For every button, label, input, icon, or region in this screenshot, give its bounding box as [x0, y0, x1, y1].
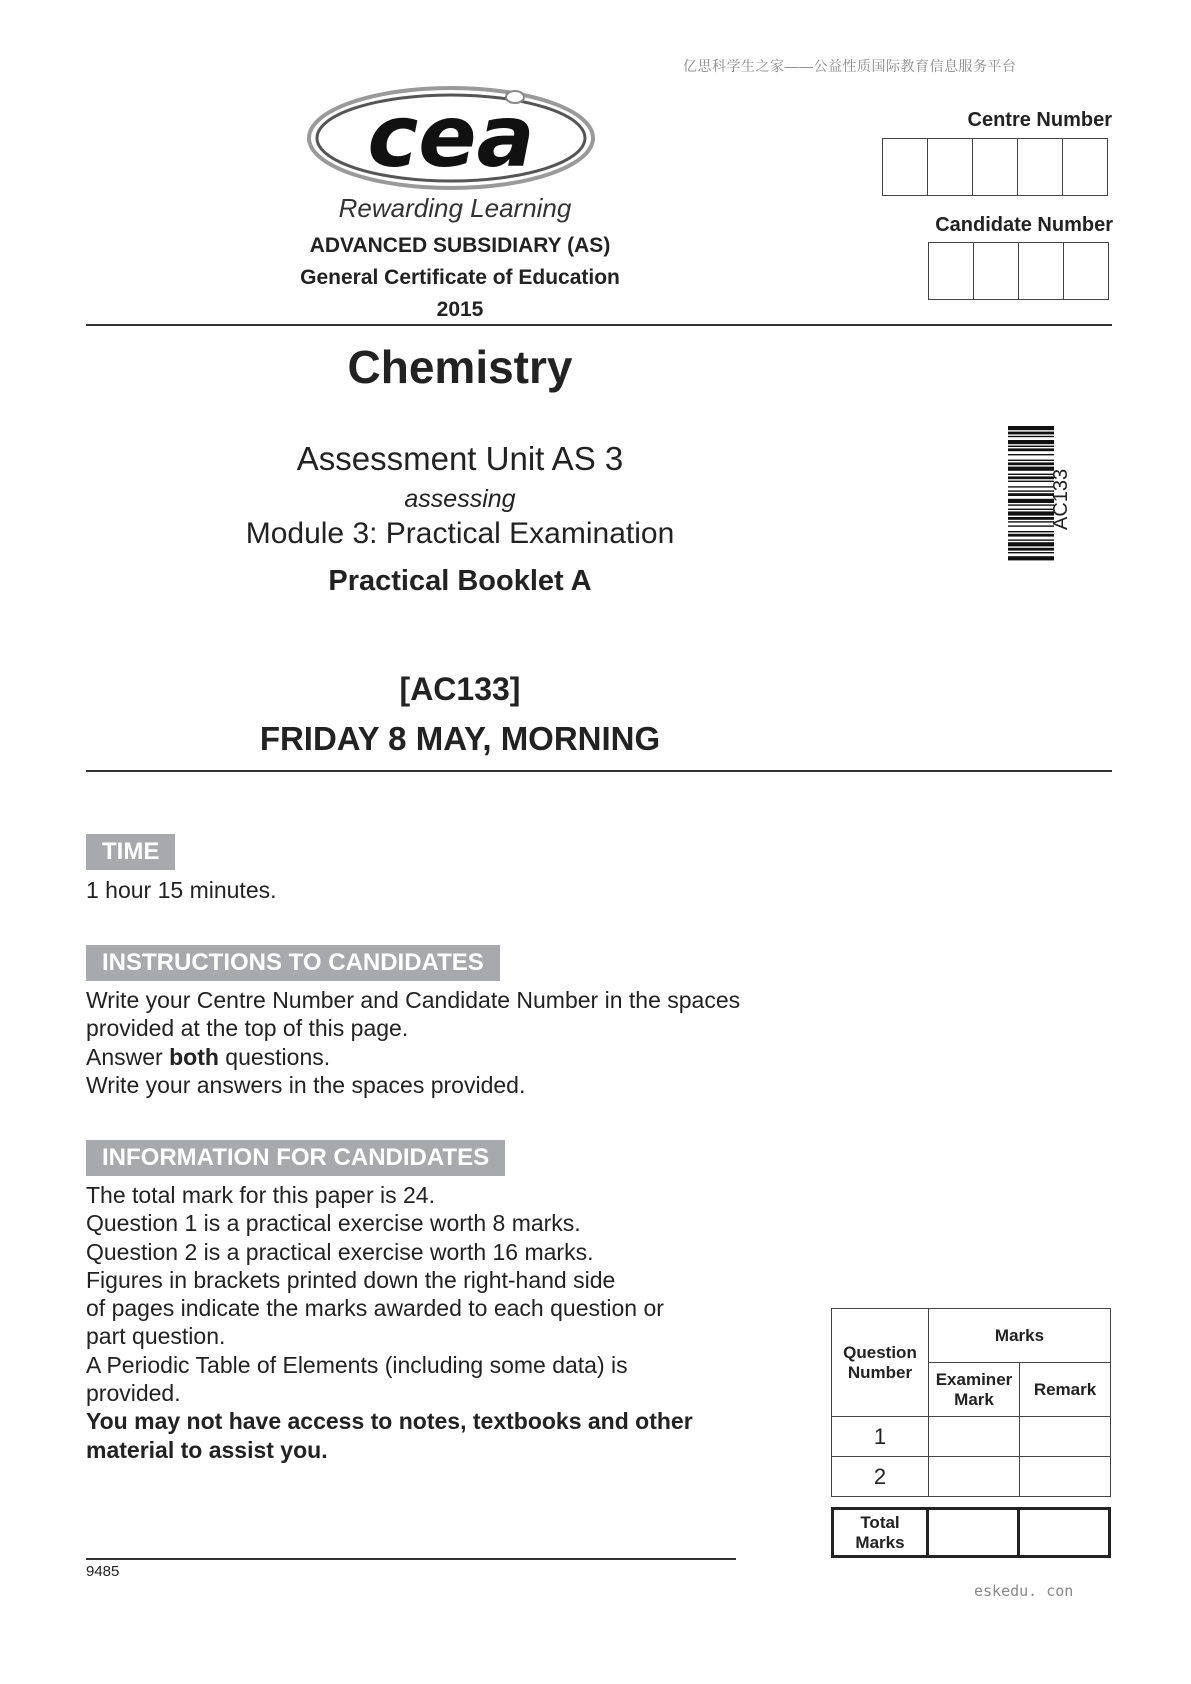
- candidate-number-box[interactable]: [1019, 243, 1064, 299]
- total-examiner-cell[interactable]: [928, 1509, 1019, 1557]
- question-number-cell: 1: [832, 1417, 929, 1457]
- watermark-top: 亿思科学生之家——公益性质国际教育信息服务平台: [683, 58, 1017, 74]
- watermark-bottom: eskedu. con: [974, 1582, 1074, 1600]
- remark-header: Remark: [1020, 1363, 1111, 1417]
- remark-cell[interactable]: [1020, 1417, 1111, 1457]
- logo-tagline: Rewarding Learning: [338, 193, 572, 223]
- question-number-cell: 2: [832, 1457, 929, 1497]
- marks-header: Marks: [929, 1309, 1111, 1363]
- time-heading: TIME: [86, 834, 175, 870]
- centre-number-label: Centre Number: [967, 109, 1112, 131]
- assessment-unit: Assessment Unit AS 3: [296, 440, 624, 477]
- time-text: 1 hour 15 minutes.: [86, 877, 277, 903]
- information-line: A Periodic Table of Elements (including some data) is: [86, 1351, 628, 1378]
- examiner-mark-cell[interactable]: [929, 1457, 1020, 1497]
- examiner-mark-header: Examiner Mark: [929, 1363, 1020, 1417]
- centre-number-boxes[interactable]: [882, 138, 1108, 196]
- information-line: Question 1 is a practical exercise worth 8 marks.: [86, 1210, 581, 1237]
- divider-middle: [86, 770, 1112, 772]
- information-line: part question.: [86, 1323, 226, 1350]
- candidate-number-box[interactable]: [974, 243, 1019, 299]
- instructions-line: provided at the top of this page.: [86, 1015, 409, 1042]
- instructions-answer-pre: Answer: [86, 1043, 170, 1070]
- footer-code: 9485: [86, 1563, 120, 1580]
- information-line: provided.: [86, 1380, 181, 1407]
- booklet-title: Practical Booklet A: [328, 565, 592, 597]
- divider-top: [86, 324, 1112, 326]
- qualification: ADVANCED SUBSIDIARY (AS): [309, 234, 611, 257]
- centre-number-box[interactable]: [883, 139, 928, 195]
- paper-code: [AC133]: [399, 671, 521, 707]
- barcode: [1008, 426, 1054, 673]
- instructions-text: [86, 986, 806, 1099]
- information-line: Figures in brackets printed down the right-hand side: [86, 1266, 616, 1293]
- centre-number-box[interactable]: [1063, 139, 1107, 195]
- certificate: General Certificate of Education: [300, 266, 620, 289]
- svg-text:cea: cea: [367, 87, 535, 187]
- total-marks-label: Total Marks: [833, 1509, 928, 1557]
- total-remark-cell[interactable]: [1019, 1509, 1110, 1557]
- total-marks-table: [831, 1507, 1111, 1558]
- information-line: The total mark for this paper is 24.: [86, 1182, 435, 1208]
- subject-title: Chemistry: [347, 341, 573, 393]
- instructions-heading: INSTRUCTIONS TO CANDIDATES: [86, 945, 500, 981]
- information-text: [86, 1181, 806, 1464]
- exam-year: 2015: [436, 298, 484, 321]
- instructions-line: [86, 1043, 806, 1071]
- cea-logo: [305, 84, 597, 192]
- centre-number-box[interactable]: [973, 139, 1018, 195]
- marks-table: [831, 1308, 1111, 1497]
- instructions-line: Write your answers in the spaces provided.: [86, 1071, 526, 1098]
- assessing-label: assessing: [404, 485, 516, 513]
- candidate-number-box[interactable]: [929, 243, 974, 299]
- information-bold-line: You may not have access to notes, textbooks and other: [86, 1408, 693, 1435]
- instructions-answer-post: questions.: [218, 1043, 331, 1070]
- question-number-header: Question Number: [832, 1309, 929, 1417]
- centre-number-box[interactable]: [1018, 139, 1063, 195]
- remark-cell[interactable]: [1020, 1457, 1111, 1497]
- centre-number-box[interactable]: [928, 139, 973, 195]
- information-line: of pages indicate the marks awarded to each question or: [86, 1295, 664, 1322]
- barcode-text: AC133: [1050, 468, 1072, 530]
- candidate-number-boxes[interactable]: [928, 242, 1109, 300]
- information-bold-line: material to assist you.: [86, 1436, 328, 1463]
- instructions-line: Write your Centre Number and Candidate Number in the spaces: [86, 987, 741, 1013]
- information-heading: INFORMATION FOR CANDIDATES: [86, 1140, 505, 1176]
- footer-divider: [86, 1558, 736, 1560]
- information-line: Question 2 is a practical exercise worth 16 marks.: [86, 1238, 594, 1265]
- module-title: Module 3: Practical Examination: [245, 517, 675, 550]
- instructions-answer-bold: both: [169, 1043, 219, 1070]
- exam-date: FRIDAY 8 MAY, MORNING: [259, 720, 661, 757]
- candidate-number-box[interactable]: [1064, 243, 1108, 299]
- candidate-number-label: Candidate Number: [935, 214, 1113, 236]
- examiner-mark-cell[interactable]: [929, 1417, 1020, 1457]
